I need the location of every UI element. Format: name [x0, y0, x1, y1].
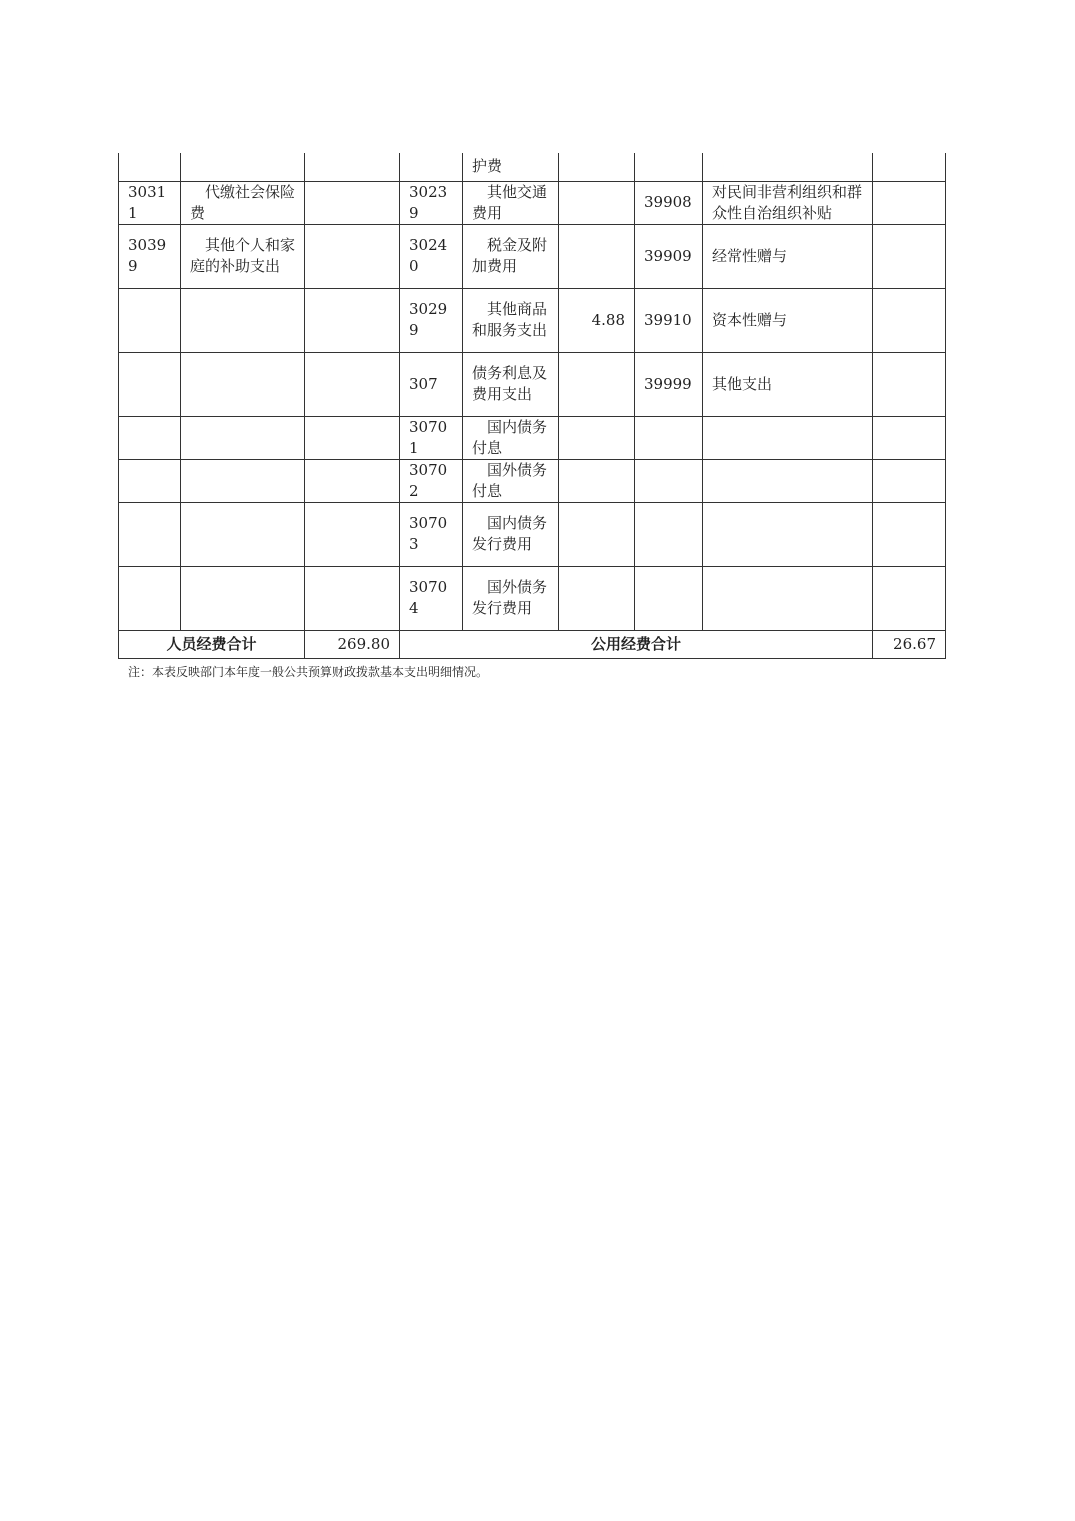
other-code-cell	[635, 153, 703, 181]
table-row	[119, 416, 946, 459]
other-amount-cell	[873, 416, 946, 459]
other-amount-cell	[873, 502, 946, 566]
public-code-cell: 30239	[400, 181, 463, 224]
personnel-name-cell: 其他个人和家庭的补助支出	[181, 224, 305, 288]
public-amount-cell	[559, 181, 635, 224]
personnel-name-cell	[181, 153, 305, 181]
public-amount-cell	[559, 566, 635, 630]
personnel-name-cell	[181, 502, 305, 566]
personnel-code-cell	[119, 566, 181, 630]
other-code-cell	[635, 459, 703, 502]
personnel-amount-cell	[305, 502, 400, 566]
public-amount-cell: 4.88	[559, 288, 635, 352]
personnel-name-cell	[181, 288, 305, 352]
other-name-cell: 对民间非营利组织和群众性自治组织补贴	[703, 181, 873, 224]
public-name-cell: 债务利息及费用支出	[463, 352, 559, 416]
public-name-cell: 其他交通费用	[463, 181, 559, 224]
public-name-cell: 其他商品和服务支出	[463, 288, 559, 352]
table-row	[119, 352, 946, 416]
totals-row	[119, 630, 946, 658]
other-code-cell: 39908	[635, 181, 703, 224]
other-amount-cell	[873, 288, 946, 352]
personnel-name-cell	[181, 566, 305, 630]
other-name-cell	[703, 566, 873, 630]
public-name-cell: 国内债务付息	[463, 416, 559, 459]
public-total-label: 公用经费合计	[400, 630, 873, 658]
table-row	[119, 181, 946, 224]
public-amount-cell	[559, 416, 635, 459]
other-code-cell	[635, 566, 703, 630]
personnel-amount-cell	[305, 153, 400, 181]
personnel-amount-cell	[305, 459, 400, 502]
other-name-cell	[703, 459, 873, 502]
public-amount-cell	[559, 502, 635, 566]
other-name-cell	[703, 416, 873, 459]
personnel-code-cell	[119, 153, 181, 181]
public-name-cell: 国内债务发行费用	[463, 502, 559, 566]
other-amount-cell	[873, 459, 946, 502]
other-name-cell	[703, 153, 873, 181]
public-name-cell: 国外债务发行费用	[463, 566, 559, 630]
personnel-amount-cell	[305, 288, 400, 352]
public-amount-cell	[559, 352, 635, 416]
other-name-cell: 其他支出	[703, 352, 873, 416]
other-amount-cell	[873, 224, 946, 288]
other-code-cell	[635, 502, 703, 566]
table-row	[119, 224, 946, 288]
public-name-cell: 税金及附加费用	[463, 224, 559, 288]
expenditure-detail-table	[118, 153, 946, 659]
other-name-cell	[703, 502, 873, 566]
table-row	[119, 153, 946, 181]
other-code-cell: 39910	[635, 288, 703, 352]
table-row	[119, 288, 946, 352]
table-row	[119, 566, 946, 630]
other-amount-cell	[873, 181, 946, 224]
other-amount-cell	[873, 352, 946, 416]
public-total-value: 26.67	[873, 630, 946, 658]
public-amount-cell	[559, 224, 635, 288]
personnel-code-cell: 30311	[119, 181, 181, 224]
table-footnote: 注：本表反映部门本年度一般公共预算财政拨款基本支出明细情况。	[128, 665, 489, 679]
table-row	[119, 459, 946, 502]
personnel-name-cell	[181, 459, 305, 502]
personnel-code-cell	[119, 416, 181, 459]
table-row	[119, 502, 946, 566]
other-name-cell: 经常性赠与	[703, 224, 873, 288]
public-amount-cell	[559, 153, 635, 181]
personnel-total-label: 人员经费合计	[119, 630, 305, 658]
other-name-cell: 资本性赠与	[703, 288, 873, 352]
public-name-cell: 国外债务付息	[463, 459, 559, 502]
other-code-cell: 39999	[635, 352, 703, 416]
personnel-code-cell	[119, 288, 181, 352]
public-code-cell: 30240	[400, 224, 463, 288]
public-code-cell: 30703	[400, 502, 463, 566]
public-code-cell: 30299	[400, 288, 463, 352]
personnel-amount-cell	[305, 352, 400, 416]
personnel-code-cell	[119, 352, 181, 416]
public-code-cell: 30702	[400, 459, 463, 502]
personnel-amount-cell	[305, 224, 400, 288]
personnel-code-cell: 30399	[119, 224, 181, 288]
public-amount-cell	[559, 459, 635, 502]
personnel-code-cell	[119, 459, 181, 502]
public-code-cell: 307	[400, 352, 463, 416]
personnel-code-cell	[119, 502, 181, 566]
personnel-name-cell	[181, 352, 305, 416]
other-amount-cell	[873, 153, 946, 181]
other-amount-cell	[873, 566, 946, 630]
public-code-cell	[400, 153, 463, 181]
personnel-amount-cell	[305, 416, 400, 459]
public-code-cell: 30704	[400, 566, 463, 630]
personnel-amount-cell	[305, 566, 400, 630]
other-code-cell	[635, 416, 703, 459]
other-code-cell: 39909	[635, 224, 703, 288]
personnel-name-cell	[181, 416, 305, 459]
personnel-name-cell: 代缴社会保险费	[181, 181, 305, 224]
public-name-cell: 护费	[463, 153, 559, 181]
personnel-amount-cell	[305, 181, 400, 224]
personnel-total-value: 269.80	[305, 630, 400, 658]
public-code-cell: 30701	[400, 416, 463, 459]
